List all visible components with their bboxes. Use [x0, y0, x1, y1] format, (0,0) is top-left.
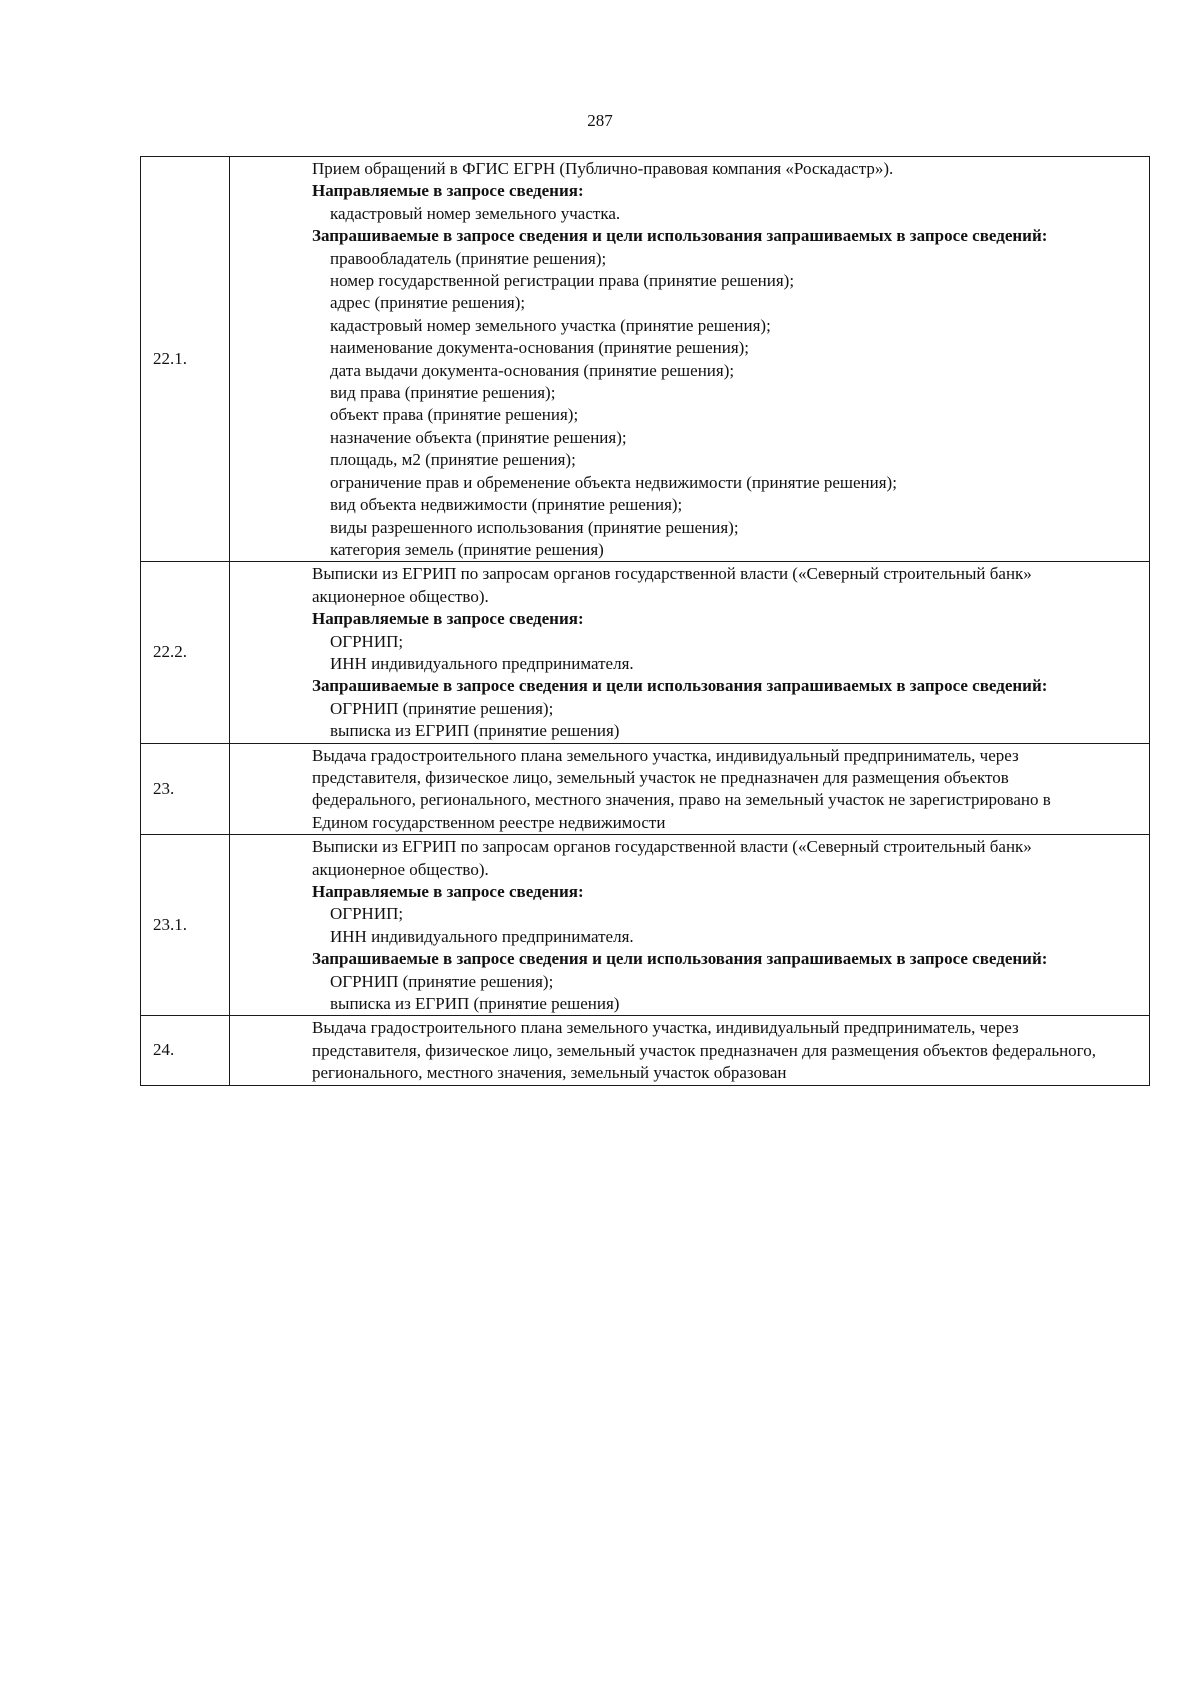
content-line: площадь, м2 (принятие решения); — [330, 450, 576, 470]
content-line: акционерное общество). — [312, 859, 489, 879]
content-line: вид объекта недвижимости (принятие решения); — [330, 495, 683, 515]
content-line: Едином государственном реестре недвижимости — [312, 812, 666, 832]
table-row — [141, 835, 1150, 1016]
content-line: ИНН индивидуального предпринимателя. — [330, 653, 634, 673]
content-line: ОГРНИП (принятие решения); — [330, 698, 554, 718]
content-line: кадастровый номер земельного участка (принятие решения); — [330, 315, 771, 335]
row-number: 23.1. — [141, 835, 230, 1016]
content-line: ОГРНИП; — [330, 631, 404, 651]
content-line: правообладатель (принятие решения); — [330, 248, 607, 268]
row-number: 24. — [141, 1016, 230, 1085]
row-content-cell — [230, 562, 1150, 743]
section-heading: Запрашиваемые в запросе сведения и цели использования запрашиваемых в запросе сведений: — [312, 676, 1048, 696]
row-content — [230, 562, 1149, 742]
content-line: кадастровый номер земельного участка. — [330, 203, 621, 223]
content-line: представителя, физическое лицо, земельный участок предназначен для размещения объектов федерального, — [312, 1040, 1096, 1060]
row-content — [230, 1016, 1149, 1084]
document-table — [140, 156, 1150, 1086]
row-content — [230, 744, 1149, 835]
content-line: Выписки из ЕГРИП по запросам органов государственной власти («Северный строительный банк» — [312, 564, 1032, 584]
row-content-cell — [230, 157, 1150, 562]
section-heading: Направляемые в запросе сведения: — [312, 609, 584, 629]
content-line: Выдача градостроительного плана земельного участка, индивидуальный предприниматель, через — [312, 745, 1019, 765]
content-line: вид права (принятие решения); — [330, 383, 556, 403]
row-content-cell — [230, 743, 1150, 835]
row-content-cell — [230, 835, 1150, 1016]
content-line: номер государственной регистрации права (принятие решения); — [330, 271, 795, 291]
content-line: выписка из ЕГРИП (принятие решения) — [330, 721, 620, 741]
content-line: Выписки из ЕГРИП по запросам органов государственной власти («Северный строительный банк» — [312, 837, 1032, 857]
row-content-cell — [230, 1016, 1150, 1085]
section-heading: Запрашиваемые в запросе сведения и цели использования запрашиваемых в запросе сведений: — [312, 226, 1048, 246]
content-line: ограничение прав и обременение объекта недвижимости (принятие решения); — [330, 472, 897, 492]
section-heading: Направляемые в запросе сведения: — [312, 181, 584, 201]
row-number: 22.2. — [141, 562, 230, 743]
table-row — [141, 743, 1150, 835]
content-line: акционерное общество). — [312, 586, 489, 606]
content-line: регионального, местного значения, земельный участок образован — [312, 1063, 787, 1083]
row-content — [230, 157, 1149, 561]
content-line: категория земель (принятие решения) — [330, 539, 604, 559]
content-line: наименование документа-основания (принятие решения); — [330, 338, 750, 358]
section-heading: Направляемые в запросе сведения: — [312, 882, 584, 901]
content-line: объект права (принятие решения); — [330, 405, 579, 425]
content-line: выписка из ЕГРИП (принятие решения) — [330, 994, 620, 1014]
table-row — [141, 562, 1150, 743]
table-row — [141, 157, 1150, 562]
content-line: дата выдачи документа-основания (принятие решения); — [330, 360, 735, 380]
page-number: 287 — [587, 111, 613, 130]
table-body — [141, 157, 1150, 1086]
content-line: ИНН индивидуального предпринимателя. — [330, 926, 634, 946]
section-heading: Запрашиваемые в запросе сведения и цели использования запрашиваемых в запросе сведений: — [312, 949, 1048, 969]
table-row — [141, 1016, 1150, 1085]
content-line: адрес (принятие решения); — [330, 293, 526, 313]
row-content — [230, 835, 1149, 1015]
row-number: 23. — [141, 743, 230, 835]
content-line: Прием обращений в ФГИС ЕГРН (Публично-правовая компания «Роскадастр»). — [312, 159, 894, 178]
content-line: назначение объекта (принятие решения); — [330, 427, 627, 447]
content-line: представителя, физическое лицо, земельный участок не предназначен для размещения объектов — [312, 767, 1009, 787]
row-number: 22.1. — [141, 157, 230, 562]
content-line: ОГРНИП; — [330, 904, 404, 924]
content-line: ОГРНИП (принятие решения); — [330, 971, 554, 991]
content-line: виды разрешенного использования (принятие решения); — [330, 517, 739, 537]
content-line: Выдача градостроительного плана земельного участка, индивидуальный предприниматель, через — [312, 1018, 1019, 1038]
content-line: федерального, регионального, местного значения, право на земельный участок не зарегистрировано в — [312, 790, 1051, 810]
